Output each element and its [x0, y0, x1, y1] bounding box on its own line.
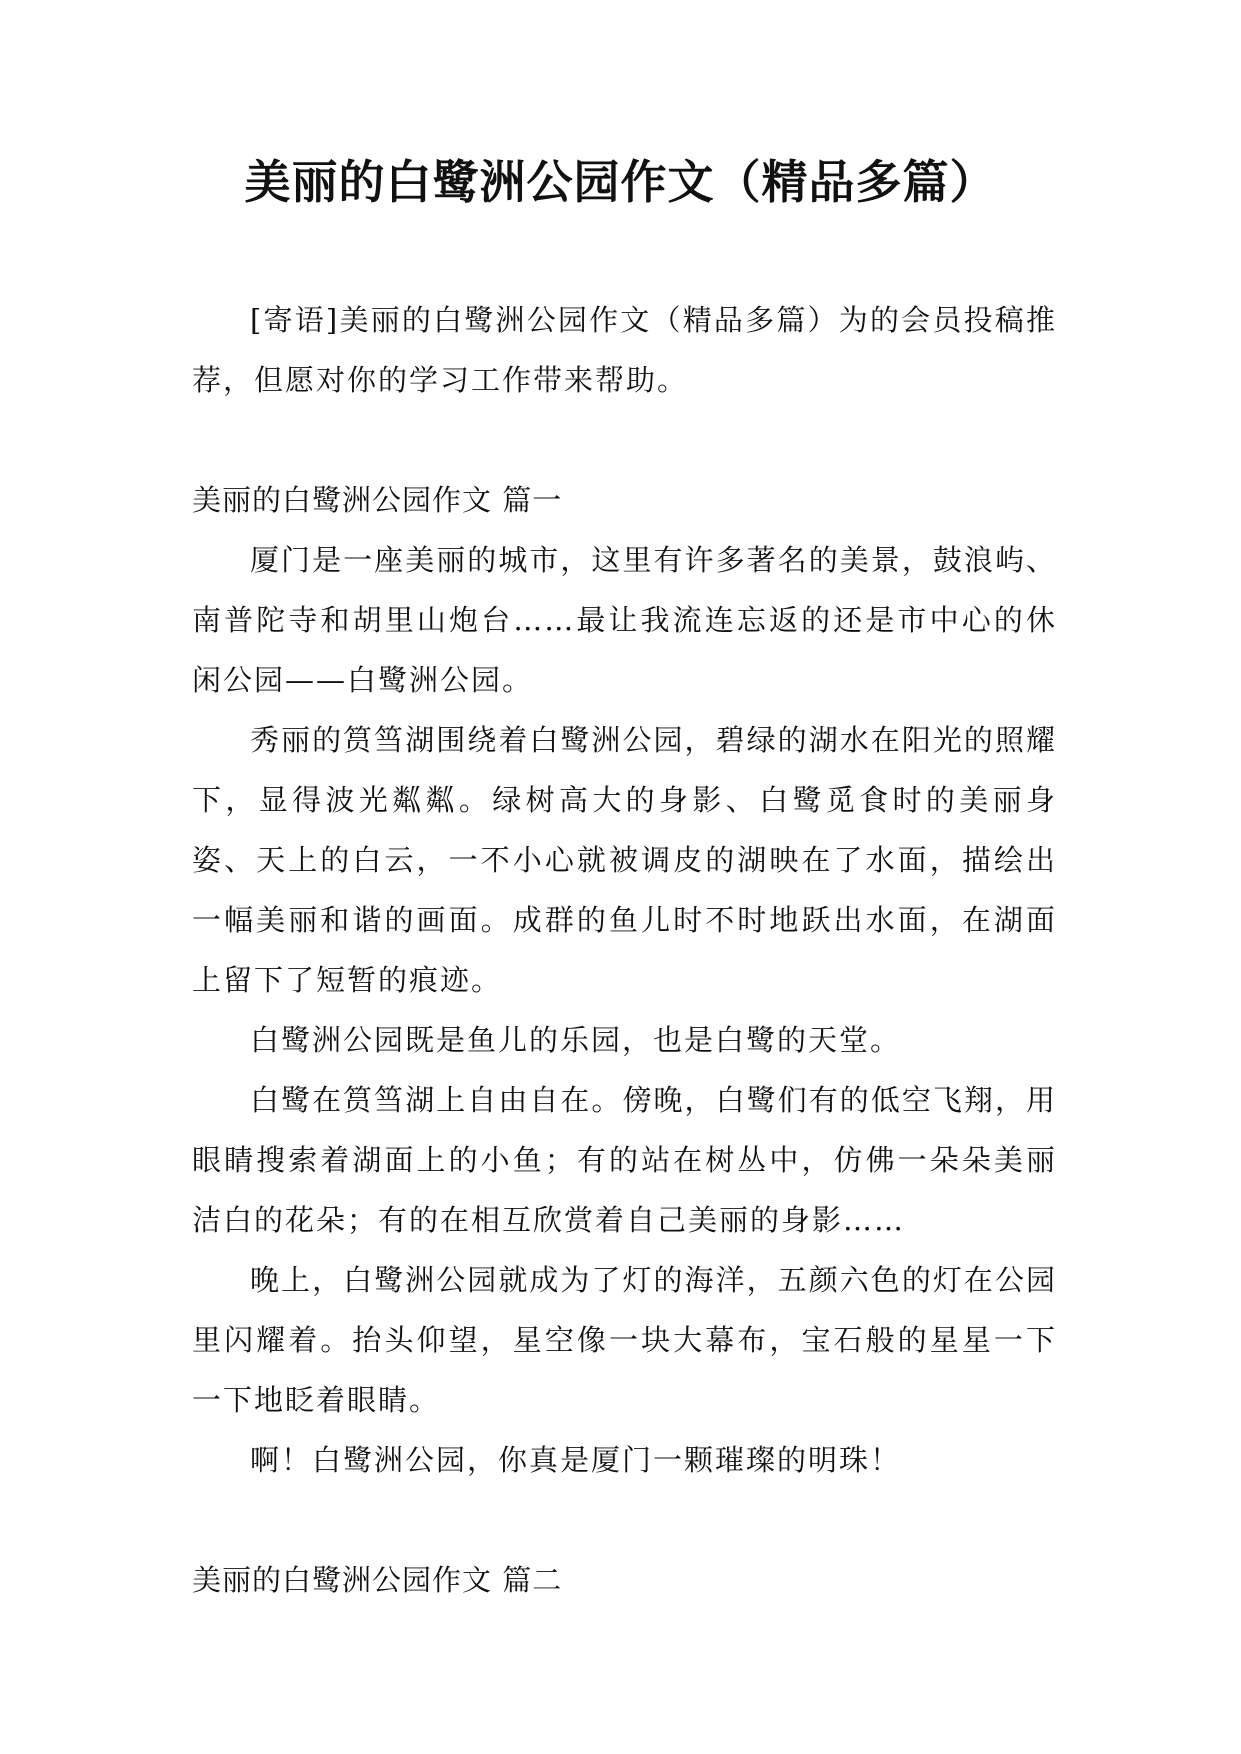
- intro-paragraph: [寄语]美丽的白鹭洲公园作文（精品多篇）为的会员投稿推荐，但愿对你的学习工作带来帮助。: [192, 303, 1057, 397]
- section-heading-2: 美丽的白鹭洲公园作文 篇二: [192, 1563, 563, 1597]
- paragraph: 厦门是一座美丽的城市，这里有许多著名的美景，鼓浪屿、南普陀寺和胡里山炮台……最让我流连忘返的还是市中心的休闲公园——白鹭洲公园。: [192, 543, 1057, 697]
- paragraph: 白鹭洲公园既是鱼儿的乐园，也是白鹭的天堂。: [250, 1023, 902, 1057]
- paragraph: 白鹭在筼筜湖上自由自在。傍晚，白鹭们有的低空飞翔，用眼睛搜索着湖面上的小鱼；有的站在树丛中，仿佛一朵朵美丽洁白的花朵；有的在相互欣赏着自己美丽的身影……: [192, 1083, 1057, 1237]
- section-spacer: [192, 1490, 1057, 1550]
- page-title: 美丽的白鹭洲公园作文（精品多篇）: [244, 155, 997, 209]
- paragraph: 晚上，白鹭洲公园就成为了灯的海洋，五颜六色的灯在公园里闪耀着。抬头仰望，星空像一块大幕布，宝石般的星星一下一下地眨着眼睛。: [192, 1263, 1057, 1417]
- section-heading-1: 美丽的白鹭洲公园作文 篇一: [192, 483, 563, 517]
- paragraph: 秀丽的筼筜湖围绕着白鹭洲公园，碧绿的湖水在阳光的照耀下，显得波光粼粼。绿树高大的身影、白鹭觅食时的美丽身姿、天上的白云，一不小心就被调皮的湖映在了水面，描绘出一幅美丽和谐的画面。成群的鱼儿时不时地跃出水面，在湖面上留下了短暂的痕迹。: [192, 723, 1057, 997]
- paragraph: 啊！白鹭洲公园，你真是厦门一颗璀璨的明珠！: [250, 1443, 902, 1477]
- document-body: [192, 290, 1057, 1610]
